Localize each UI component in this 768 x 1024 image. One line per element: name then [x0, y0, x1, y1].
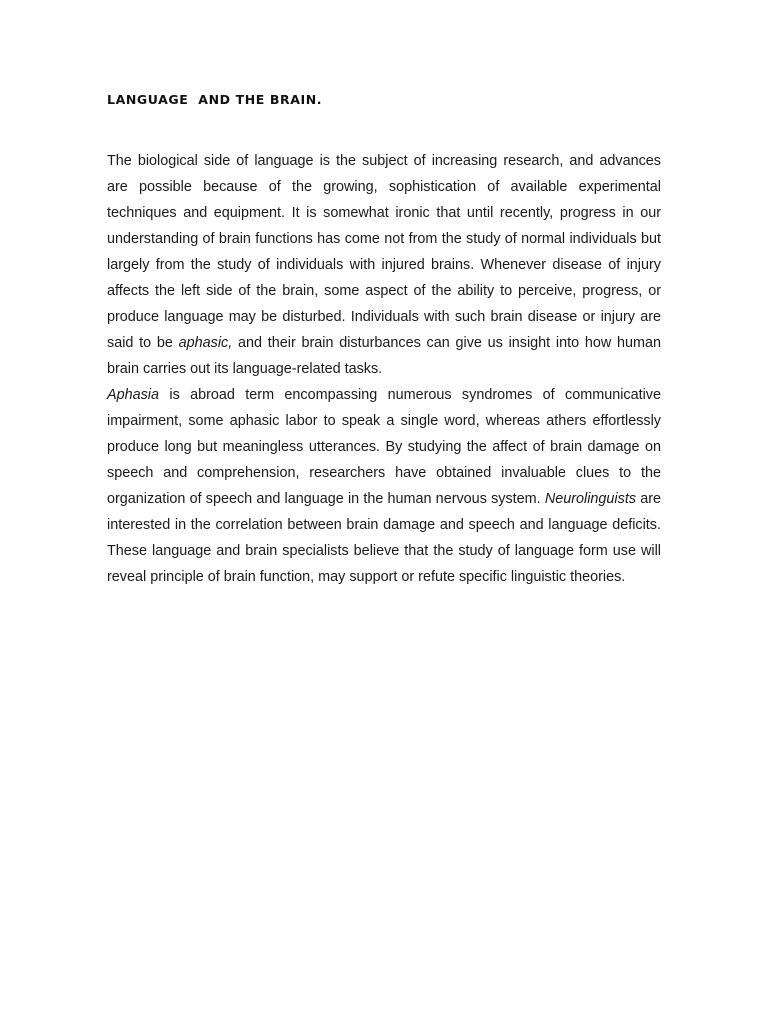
text-run: are interested in the correlation between brain damage and speech and language deficits. These language and brain specialists believe that the study of language form use will reveal principle of brain function, may support or refute specific linguistic theories. — [107, 491, 661, 585]
text-run: and their brain disturbances can give us insight into how human brain carries out its language-related tasks. — [107, 335, 662, 377]
document-title: LANGUAGE AND THE BRAIN. — [107, 92, 323, 107]
paragraph-biological-side — [107, 148, 661, 382]
document-body — [107, 148, 661, 590]
italic-term-neurolinguists: Neurolinguists — [544, 491, 637, 507]
italic-term-aphasia: Aphasia — [107, 387, 160, 403]
italic-term-aphasic: aphasic, — [178, 335, 233, 351]
paragraph-aphasia — [107, 382, 661, 590]
text-run: is abroad term encompassing numerous syndromes of communicative impairment, some aphasic labor to speak a single word, whereas athers effortlessly produce long but meaningless utterances. By studying the affect of brain damage on speech and comprehension, researchers have obtained invaluable clues to the organization of speech and language in the human nervous system. — [107, 387, 661, 507]
text-run: The biological side of language is the subject of increasing research, and advances are possible because of the growing, sophistication of available experimental techniques and equipment. It is somewhat ironic that until recently, progress in our understanding of brain functions has come not from the study of normal individuals but largely from the study of individuals with injured brains. Whenever disease of injury affects the left side of the brain, some aspect of the ability to perceive, progress, or produce language may be disturbed. Individuals with such brain disease or injury are said to be — [107, 153, 661, 351]
